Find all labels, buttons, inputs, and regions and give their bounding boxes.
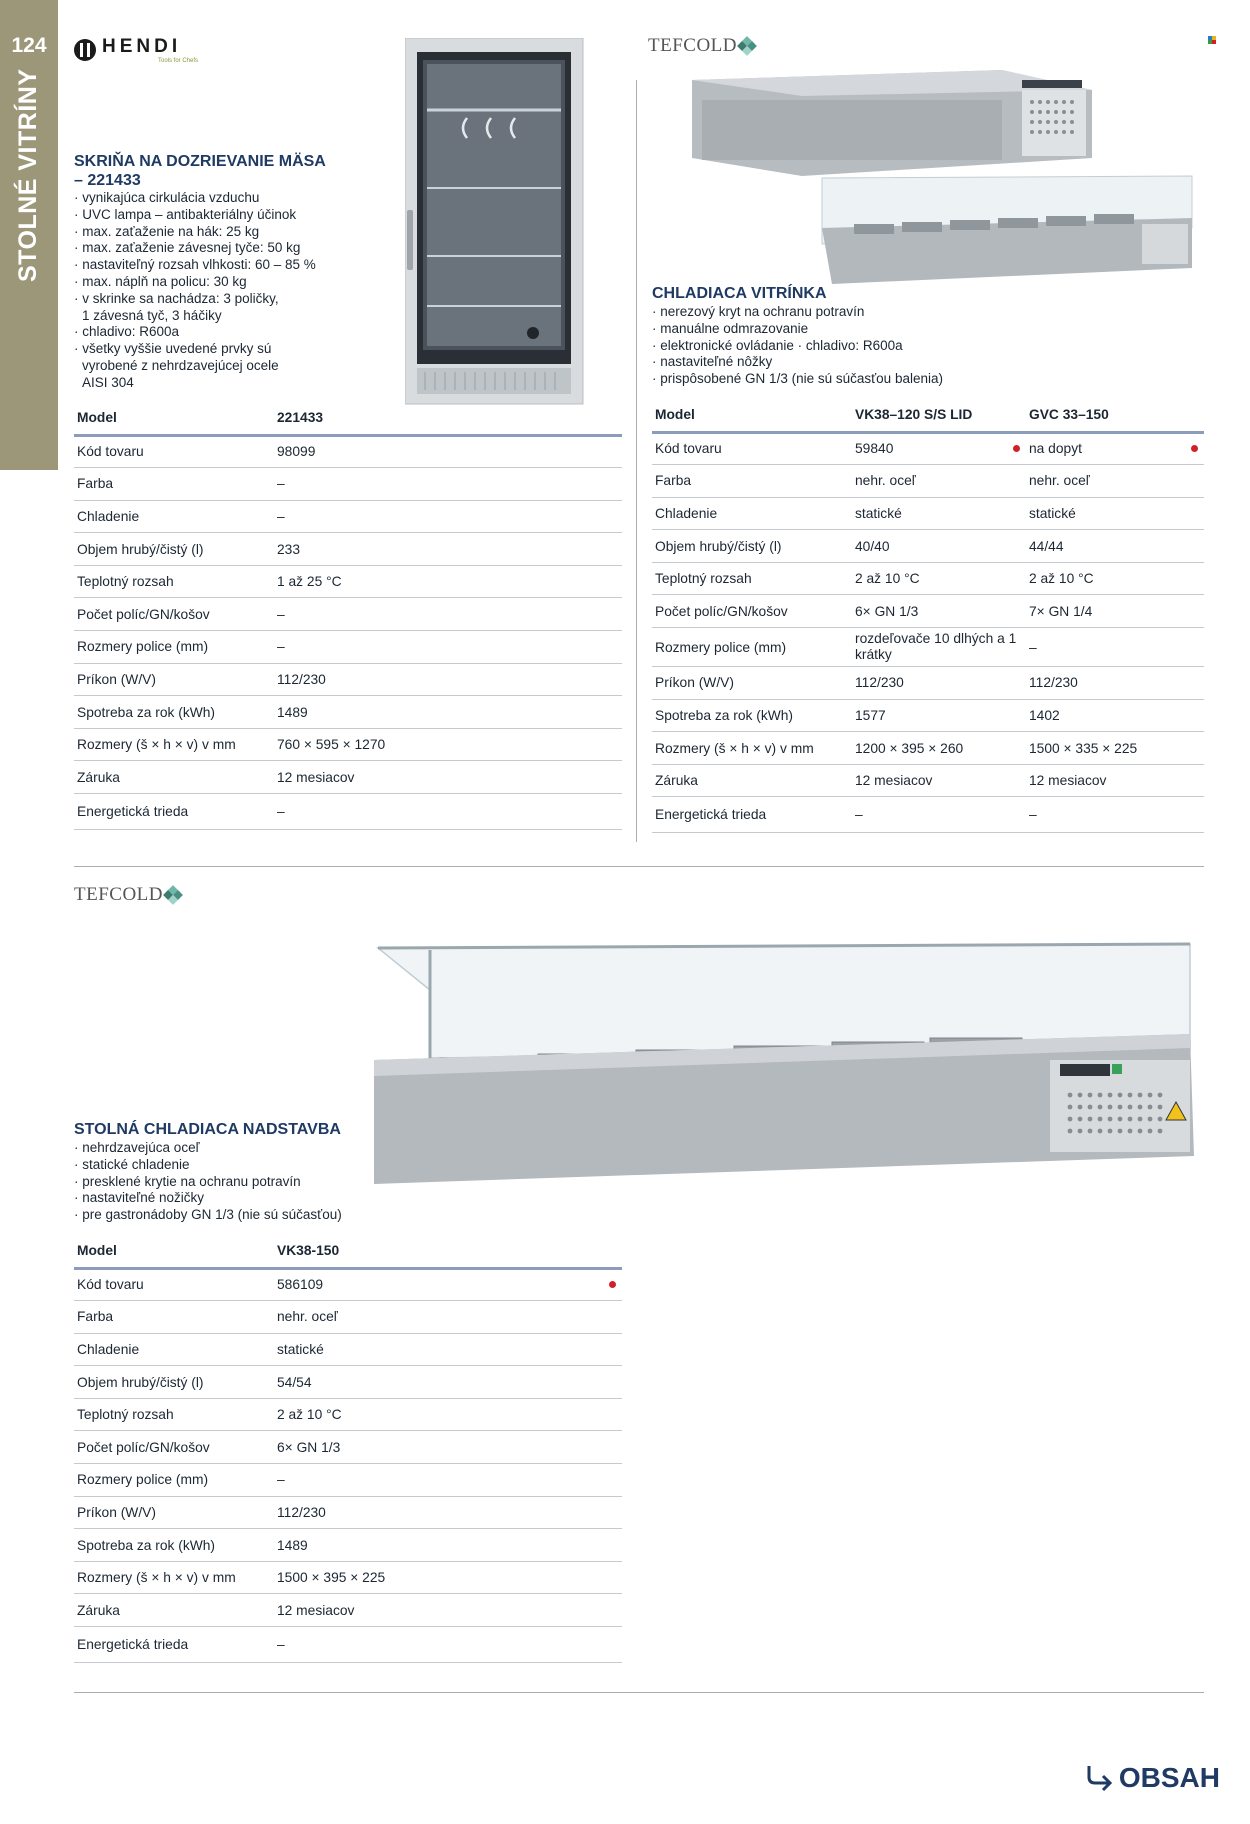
feature-item: · nerezový kryt na ochranu potravín bbox=[652, 304, 1102, 321]
tefcold-wordmark: TEFCOLD bbox=[74, 884, 163, 905]
corner-mark bbox=[1208, 36, 1216, 44]
tefcold-logo bbox=[648, 35, 754, 57]
table-row bbox=[652, 732, 1204, 765]
feature-item: AISI 304 bbox=[82, 374, 134, 390]
header-cell: VK38–120 S/S LID bbox=[852, 399, 1026, 432]
row-value: 44/44 bbox=[1026, 530, 1204, 563]
feature-item: · chladivo: R600a bbox=[74, 324, 404, 341]
feature-item: · nastaviteľné nožičky bbox=[74, 1190, 414, 1207]
row-label: Príkon (W/V) bbox=[74, 1496, 274, 1529]
meat-aging-cabinet-image bbox=[405, 38, 585, 406]
table-row bbox=[74, 500, 622, 533]
section-divider bbox=[74, 866, 1204, 867]
feature-item: · prispôsobené GN 1/3 (nie sú súčasťou balenia) bbox=[652, 371, 1102, 388]
availability-dot-icon bbox=[1191, 445, 1198, 452]
row-label: Farba bbox=[652, 465, 852, 498]
row-value: – bbox=[274, 1464, 622, 1497]
table-row bbox=[74, 761, 622, 794]
row-value: 98099 bbox=[274, 435, 622, 468]
row-value: statické bbox=[1026, 497, 1204, 530]
row-value: 112/230 bbox=[852, 667, 1026, 700]
feature-item: · manuálne odmrazovanie bbox=[652, 321, 1102, 338]
row-label: Počet políc/GN/košov bbox=[652, 595, 852, 628]
row-label: Rozmery police (mm) bbox=[74, 631, 274, 664]
hendi-wordmark: HENDI bbox=[102, 36, 182, 57]
row-label: Rozmery (š × h × v) v mm bbox=[74, 728, 274, 761]
row-value: 1200 × 395 × 260 bbox=[852, 732, 1026, 765]
table-row bbox=[652, 562, 1204, 595]
product3-title: STOLNÁ CHLADIACA NADSTAVBA bbox=[74, 1121, 341, 1138]
table-row bbox=[74, 1268, 622, 1301]
table-row bbox=[74, 435, 622, 468]
row-label: Energetická trieda bbox=[74, 1627, 274, 1663]
row-value: – bbox=[852, 797, 1026, 833]
row-value: – bbox=[274, 598, 622, 631]
table-row bbox=[74, 565, 622, 598]
row-label: Objem hrubý/čistý (l) bbox=[74, 1366, 274, 1399]
row-value: 1500 × 335 × 225 bbox=[1026, 732, 1204, 765]
feature-item: · nastaviteľné nôžky bbox=[652, 354, 1102, 371]
feature-item: · nehrdzavejúca oceľ bbox=[74, 1140, 414, 1157]
feature-item: 1 závesná tyč, 3 háčiky bbox=[82, 307, 222, 323]
table-row bbox=[74, 1529, 622, 1562]
row-value: nehr. oceľ bbox=[1026, 465, 1204, 498]
tefcold-wordmark: TEFCOLD bbox=[648, 35, 737, 56]
section-title: STOLNÉ VITRÍNY bbox=[14, 68, 42, 282]
row-value: – bbox=[1026, 628, 1204, 667]
table-row bbox=[74, 631, 622, 664]
row-value: 12 mesiacov bbox=[852, 764, 1026, 797]
product2-title: CHLADIACA VITRÍNKA bbox=[652, 285, 827, 302]
table-row bbox=[652, 595, 1204, 628]
row-label: Farba bbox=[74, 468, 274, 501]
row-label: Záruka bbox=[652, 764, 852, 797]
row-value: 2 až 10 °C bbox=[1026, 562, 1204, 595]
row-label: Objem hrubý/čistý (l) bbox=[74, 533, 274, 566]
table-row bbox=[652, 432, 1204, 465]
feature-item: · UVC lampa – antibakteriálny účinok bbox=[74, 207, 404, 224]
row-value: 1489 bbox=[274, 1529, 622, 1562]
row-value bbox=[852, 432, 1026, 465]
row-value: 2 až 10 °C bbox=[852, 562, 1026, 595]
row-label: Rozmery (š × h × v) v mm bbox=[74, 1561, 274, 1594]
table-row bbox=[74, 1398, 622, 1431]
feature-item: · pre gastronádoby GN 1/3 (nie sú súčasťou) bbox=[74, 1207, 414, 1224]
feature-item: · všetky vyššie uvedené prvky sú bbox=[74, 341, 404, 358]
refrigerated-topping-unit-image bbox=[370, 930, 1200, 1190]
row-value: 2 až 10 °C bbox=[274, 1398, 622, 1431]
row-label: Rozmery police (mm) bbox=[652, 628, 852, 667]
table-header-row bbox=[74, 1235, 622, 1268]
row-label: Kód tovaru bbox=[74, 435, 274, 468]
header-cell: GVC 33–150 bbox=[1026, 399, 1204, 432]
row-value: statické bbox=[274, 1333, 622, 1366]
arrow-down-right-icon bbox=[1085, 1763, 1115, 1793]
row-label: Počet políc/GN/košov bbox=[74, 1431, 274, 1464]
row-label: Kód tovaru bbox=[652, 432, 852, 465]
table-row bbox=[652, 699, 1204, 732]
feature-item: · max. náplň na policu: 30 kg bbox=[74, 274, 404, 291]
row-value: 112/230 bbox=[274, 1496, 622, 1529]
page-number: 124 bbox=[11, 34, 47, 57]
obsah-label: OBSAH bbox=[1118, 1762, 1220, 1793]
product1-title-line1: SKRIŇA NA DOZRIEVANIE MÄSA bbox=[74, 153, 326, 170]
product2-features bbox=[652, 304, 1102, 388]
table-row bbox=[74, 468, 622, 501]
row-value: 12 mesiacov bbox=[1026, 764, 1204, 797]
table-row bbox=[74, 696, 622, 729]
table-header-row bbox=[652, 399, 1204, 432]
row-label: Farba bbox=[74, 1301, 274, 1334]
feature-item: · max. zaťaženie na hák: 25 kg bbox=[74, 224, 404, 241]
product2-spec-table bbox=[652, 399, 1204, 833]
feature-item: · statické chladenie bbox=[74, 1157, 414, 1174]
table-row bbox=[74, 1366, 622, 1399]
row-value: – bbox=[274, 1627, 622, 1663]
table-header-row bbox=[74, 402, 622, 435]
table-row bbox=[74, 1333, 622, 1366]
feature-item: · elektronické ovládanie · chladivo: R600a bbox=[652, 338, 1102, 355]
row-value: 12 mesiacov bbox=[274, 1594, 622, 1627]
table-row bbox=[74, 1627, 622, 1663]
table-row bbox=[652, 667, 1204, 700]
feature-item: · presklené krytie na ochranu potravín bbox=[74, 1174, 414, 1191]
row-value bbox=[274, 1268, 622, 1301]
table-row bbox=[74, 1431, 622, 1464]
row-value: nehr. oceľ bbox=[274, 1301, 622, 1334]
feature-item: · nastaviteľný rozsah vlhkosti: 60 – 85 % bbox=[74, 257, 404, 274]
product1-title bbox=[74, 152, 374, 190]
column-divider bbox=[636, 80, 637, 842]
row-value: 1577 bbox=[852, 699, 1026, 732]
row-value: 54/54 bbox=[274, 1366, 622, 1399]
table-row bbox=[74, 598, 622, 631]
row-value: 7× GN 1/4 bbox=[1026, 595, 1204, 628]
product1-title-line2: – 221433 bbox=[74, 172, 141, 189]
row-label: Príkon (W/V) bbox=[74, 663, 274, 696]
row-value: 1402 bbox=[1026, 699, 1204, 732]
row-value: 112/230 bbox=[1026, 667, 1204, 700]
row-label: Príkon (W/V) bbox=[652, 667, 852, 700]
row-label: Energetická trieda bbox=[74, 794, 274, 830]
feature-item: · vynikajúca cirkulácia vzduchu bbox=[74, 190, 404, 207]
feature-item: vyrobené z nehrdzavejúcej ocele bbox=[82, 357, 279, 373]
row-label: Kód tovaru bbox=[74, 1268, 274, 1301]
row-label: Objem hrubý/čistý (l) bbox=[652, 530, 852, 563]
row-value-text: na dopyt bbox=[1029, 441, 1082, 457]
table-row bbox=[652, 764, 1204, 797]
table-row bbox=[74, 1594, 622, 1627]
row-value: 1500 × 395 × 225 bbox=[274, 1561, 622, 1594]
row-value: – bbox=[1026, 797, 1204, 833]
row-label: Rozmery (š × h × v) v mm bbox=[652, 732, 852, 765]
availability-dot-icon bbox=[1013, 445, 1020, 452]
hendi-logo bbox=[74, 36, 198, 64]
row-value: – bbox=[274, 500, 622, 533]
row-value: – bbox=[274, 468, 622, 501]
row-value: 760 × 595 × 1270 bbox=[274, 728, 622, 761]
header-cell: VK38-150 bbox=[274, 1235, 622, 1268]
feature-item: · v skrinke sa nachádza: 3 poličky, bbox=[74, 291, 404, 308]
table-row bbox=[74, 1464, 622, 1497]
row-label: Počet políc/GN/košov bbox=[74, 598, 274, 631]
table-row bbox=[74, 663, 622, 696]
row-label: Rozmery police (mm) bbox=[74, 1464, 274, 1497]
table-row bbox=[74, 1561, 622, 1594]
row-label: Chladenie bbox=[74, 1333, 274, 1366]
row-value: 6× GN 1/3 bbox=[274, 1431, 622, 1464]
product3-spec-table bbox=[74, 1235, 622, 1663]
header-cell: Model bbox=[74, 402, 274, 435]
row-value: 112/230 bbox=[274, 663, 622, 696]
table-row bbox=[74, 1301, 622, 1334]
header-cell: Model bbox=[652, 399, 852, 432]
table-row bbox=[74, 794, 622, 830]
row-label: Teplotný rozsah bbox=[652, 562, 852, 595]
obsah-link[interactable] bbox=[1085, 1762, 1220, 1794]
row-label: Spotreba za rok (kWh) bbox=[652, 699, 852, 732]
row-label: Chladenie bbox=[652, 497, 852, 530]
row-label: Spotreba za rok (kWh) bbox=[74, 1529, 274, 1562]
row-value: – bbox=[274, 631, 622, 664]
row-label: Záruka bbox=[74, 761, 274, 794]
row-value: 1 až 25 °C bbox=[274, 565, 622, 598]
row-label: Teplotný rozsah bbox=[74, 565, 274, 598]
hendi-mark-icon bbox=[74, 39, 96, 61]
row-value: – bbox=[274, 794, 622, 830]
row-value: rozdeľovače 10 dlhých a 1 krátky bbox=[852, 628, 1026, 667]
table-row bbox=[652, 797, 1204, 833]
row-value: 1489 bbox=[274, 696, 622, 729]
row-value: 233 bbox=[274, 533, 622, 566]
feature-item: · max. zaťaženie závesnej tyče: 50 kg bbox=[74, 240, 404, 257]
table-row bbox=[652, 628, 1204, 667]
row-value-text: 59840 bbox=[855, 441, 894, 457]
row-value bbox=[1026, 432, 1204, 465]
product1-spec-table bbox=[74, 402, 622, 830]
table-row bbox=[74, 1496, 622, 1529]
hendi-tagline: Tools for Chefs bbox=[158, 58, 199, 64]
row-value: 40/40 bbox=[852, 530, 1026, 563]
table-row bbox=[74, 533, 622, 566]
row-label: Spotreba za rok (kWh) bbox=[74, 696, 274, 729]
table-row bbox=[652, 465, 1204, 498]
table-row bbox=[74, 728, 622, 761]
product1-features bbox=[74, 190, 404, 392]
row-label: Záruka bbox=[74, 1594, 274, 1627]
table-row bbox=[652, 530, 1204, 563]
row-value: 6× GN 1/3 bbox=[852, 595, 1026, 628]
tefcold-logo bbox=[74, 884, 180, 906]
table-row bbox=[652, 497, 1204, 530]
bottom-divider bbox=[74, 1692, 1204, 1693]
header-cell: Model bbox=[74, 1235, 274, 1268]
row-value-text: 586109 bbox=[277, 1277, 324, 1293]
row-value: statické bbox=[852, 497, 1026, 530]
refrigerated-display-images bbox=[682, 68, 1194, 288]
row-value: nehr. oceľ bbox=[852, 465, 1026, 498]
row-value: 12 mesiacov bbox=[274, 761, 622, 794]
product3-features bbox=[74, 1140, 414, 1224]
row-label: Teplotný rozsah bbox=[74, 1398, 274, 1431]
tefcold-cube-icon bbox=[163, 885, 183, 905]
availability-dot-icon bbox=[609, 1281, 616, 1288]
row-label: Chladenie bbox=[74, 500, 274, 533]
tefcold-cube-icon bbox=[737, 36, 757, 56]
row-label: Energetická trieda bbox=[652, 797, 852, 833]
header-cell: 221433 bbox=[274, 402, 622, 435]
